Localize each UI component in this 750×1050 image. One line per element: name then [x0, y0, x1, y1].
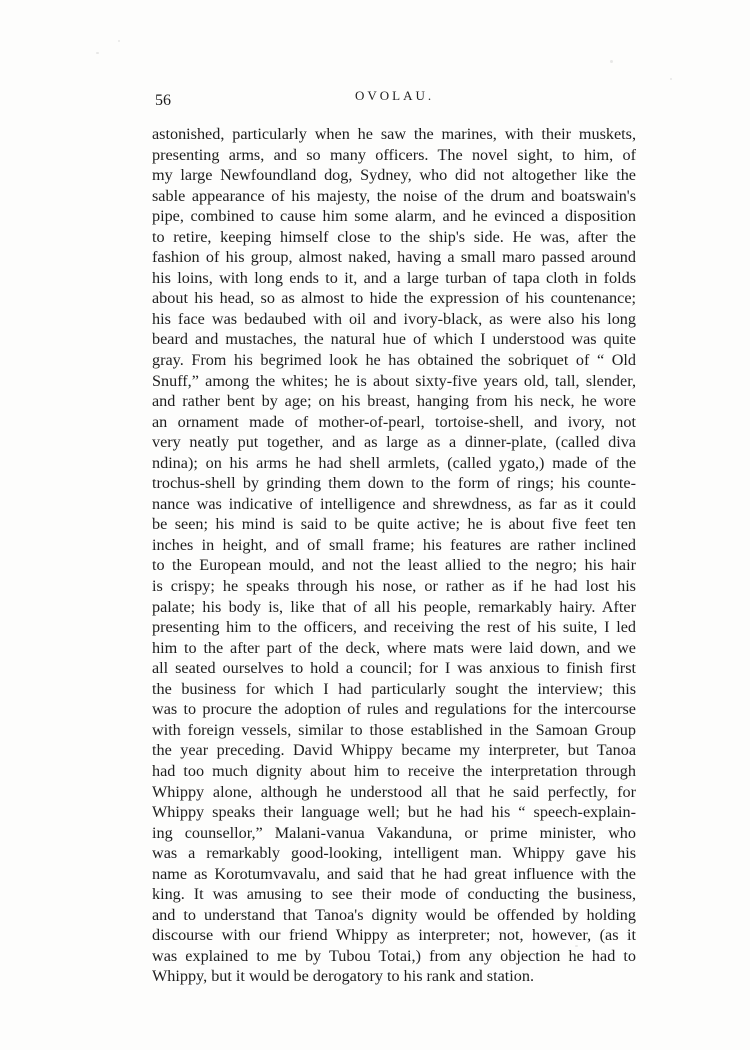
- body-text: [152, 124, 636, 987]
- running-head: OVOLAU.: [355, 88, 435, 103]
- text-line: Whippy alone, although he understood all that he said perfectly, for: [152, 782, 636, 801]
- text-line: ndina); on his arms he had shell armlets, (called ygato,) made of the: [152, 453, 636, 472]
- text-line: beard and mustaches, the natural hue of which I understood was quite: [152, 330, 636, 349]
- paper-speckle: [96, 52, 99, 54]
- text-line: the year preceding. David Whippy became my interpreter, but Tanoa: [152, 741, 636, 760]
- text-line: is crispy; he speaks through his nose, or rather as if he had lost his: [152, 577, 636, 596]
- text-line: and rather bent by age; on his breast, hanging from his neck, he wore: [152, 392, 636, 411]
- text-line: sable appearance of his majesty, the noise of the drum and boatswain's: [152, 186, 636, 205]
- text-line: inches in height, and of small frame; his features are rather inclined: [152, 535, 636, 554]
- text-line: gray. From his begrimed look he has obtained the sobriquet of “ Old: [152, 351, 636, 370]
- page-header: [155, 88, 597, 112]
- page-number: 56: [155, 92, 171, 109]
- text-line: all seated ourselves to hold a council; for I was anxious to finish first: [152, 659, 636, 678]
- text-line: the business for which I had particularly sought the interview; this: [152, 679, 636, 698]
- text-line: was to procure the adoption of rules and regulations for the intercourse: [152, 700, 636, 719]
- text-line: Whippy speaks their language well; but he had his “ speech-explain-: [152, 803, 636, 822]
- text-line: with foreign vessels, similar to those established in the Samoan Group: [152, 720, 636, 739]
- text-line: his loins, with long ends to it, and a large turban of tapa cloth in folds: [152, 268, 636, 287]
- text-line: Snuff,” among the whites; he is about sixty-five years old, tall, slender,: [152, 371, 636, 390]
- text-line: nance was indicative of intelligence and shrewdness, as far as it could: [152, 494, 636, 513]
- text-line: an ornament made of mother-of-pearl, tortoise-shell, and ivory, not: [152, 412, 636, 431]
- text-line: was a remarkably good-looking, intelligent man. Whippy gave his: [152, 844, 636, 863]
- text-line: about his head, so as almost to hide the expression of his countenance;: [152, 289, 636, 308]
- text-line: palate; his body is, like that of all his people, remarkably hairy. After: [152, 597, 636, 616]
- text-line: his face was bedaubed with oil and ivory-black, as were also his long: [152, 309, 636, 328]
- text-line: astonished, particularly when he saw the marines, with their muskets,: [152, 125, 636, 143]
- text-line: pipe, combined to cause him some alarm, and he evinced a disposition: [152, 207, 636, 226]
- text-line: to retire, keeping himself close to the ship's side. He was, after the: [152, 227, 636, 246]
- text-line: name as Korotumvavalu, and said that he had great influence with the: [152, 864, 636, 883]
- text-line: him to the after part of the deck, where mats were laid down, and we: [152, 638, 636, 657]
- text-line: and to understand that Tanoa's dignity would be offended by holding: [152, 905, 636, 924]
- paper-speckle: [118, 40, 120, 42]
- paper-speckle: [610, 60, 613, 63]
- text-line: king. It was amusing to see their mode of conducting the business,: [152, 885, 636, 904]
- text-line: was explained to me by Tubou Totai,) from any objection he had to: [152, 946, 636, 965]
- text-line: presenting arms, and so many officers. The novel sight, to him, of: [152, 145, 636, 164]
- text-line: very neatly put together, and as large as a dinner-plate, (called diva: [152, 433, 636, 452]
- text-line: ing counsellor,” Malani-vanua Vakanduna, or prime minister, who: [152, 823, 636, 842]
- text-line: my large Newfoundland dog, Sydney, who did not altogether like the: [152, 166, 636, 185]
- text-line: discourse with our friend Whippy as interpreter; not, however, (as it: [152, 926, 636, 945]
- text-line: Whippy, but it would be derogatory to his rank and station.: [152, 967, 534, 986]
- text-line: had too much dignity about him to receive the interpretation through: [152, 761, 636, 780]
- text-line: to the European mould, and not the least allied to the negro; his hair: [152, 556, 636, 575]
- text-line: be seen; his mind is said to be quite active; he is about five feet ten: [152, 515, 636, 534]
- text-line: fashion of his group, almost naked, having a small maro passed around: [152, 248, 636, 267]
- paper-speckle: [670, 78, 672, 80]
- text-line: presenting him to the officers, and receiving the rest of his suite, I led: [152, 618, 636, 637]
- text-line: trochus-shell by grinding them down to the form of rings; his counte-: [152, 474, 636, 493]
